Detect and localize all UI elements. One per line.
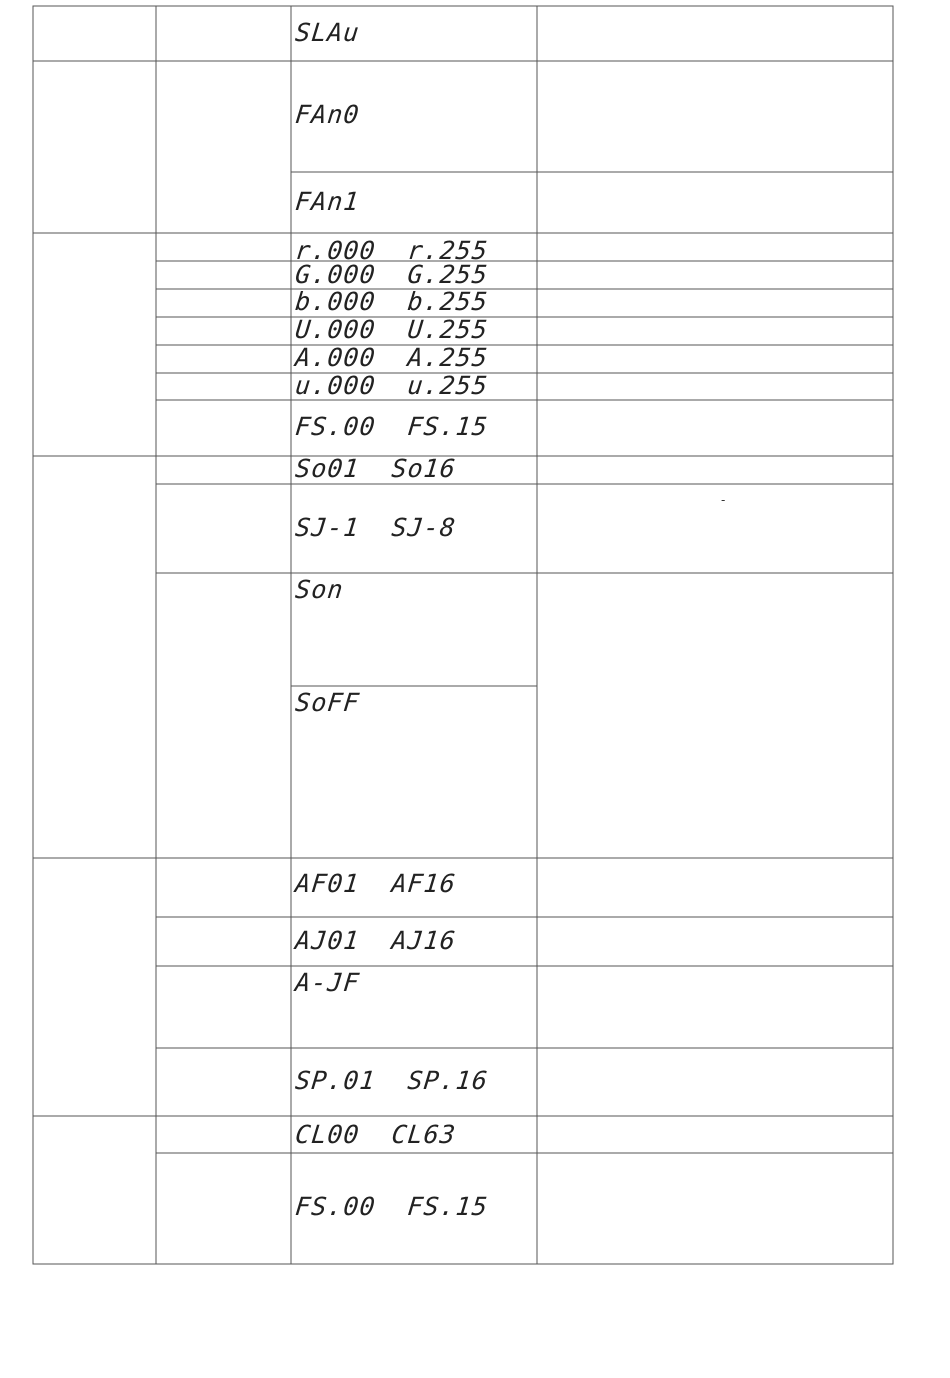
code-auto-jump-range: AJ01 AJ16 xyxy=(293,926,458,955)
code-sound-off: SoFF xyxy=(293,688,362,717)
code-auto-fade-range: AF01 AF16 xyxy=(293,869,458,898)
code-sound-jump-range: SJ-1 SJ-8 xyxy=(293,513,458,542)
code-fan1: FAn1 xyxy=(293,187,362,216)
code-strobe-range: FS.00 FS.15 xyxy=(293,412,490,441)
code-sound-on: Son xyxy=(293,575,346,604)
code-blue-range: b.000 b.255 xyxy=(293,287,490,316)
code-uv-range: u.000 u.255 xyxy=(293,371,490,400)
code-fan0: FAn0 xyxy=(293,100,362,129)
code-green-range: G.000 G.255 xyxy=(293,260,490,289)
stray-dash-mark: - xyxy=(721,493,726,507)
code-slave: SLAu xyxy=(293,18,362,47)
code-white-range: U.000 U.255 xyxy=(293,315,490,344)
code-sound-range: So01 So16 xyxy=(293,454,458,483)
code-color-range: CL00 CL63 xyxy=(293,1120,458,1149)
code-flash-range: FS.00 FS.15 xyxy=(293,1192,490,1221)
code-auto-jump-fade: A-JF xyxy=(293,968,362,997)
code-amber-range: A.000 A.255 xyxy=(293,343,490,372)
code-speed-range: SP.01 SP.16 xyxy=(293,1066,490,1095)
code-red-range: r.000 r.255 xyxy=(293,236,490,265)
